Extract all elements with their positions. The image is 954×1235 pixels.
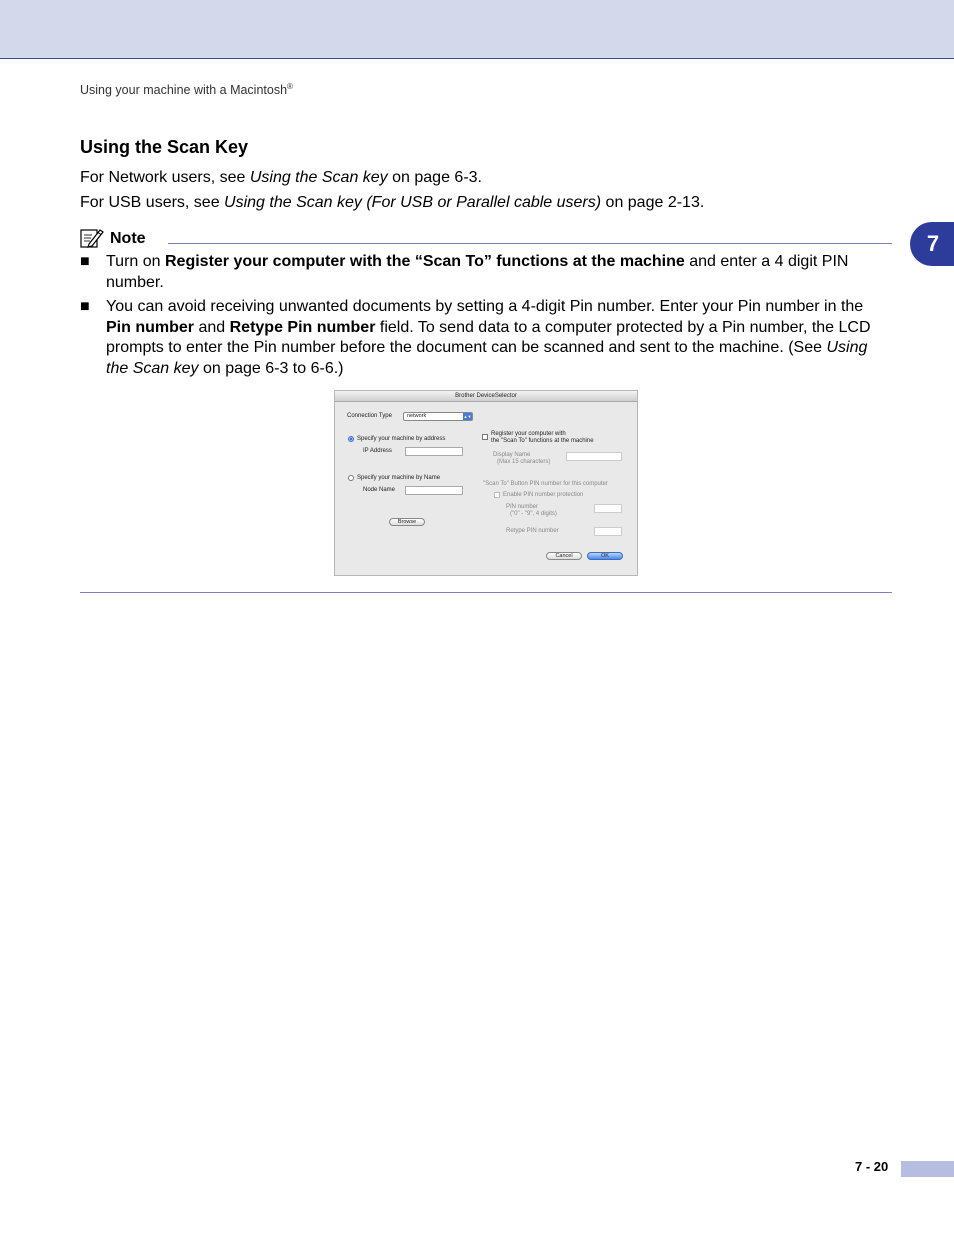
note-label: Note	[110, 230, 146, 247]
dialog-title: Brother DeviceSelector	[335, 391, 637, 402]
updown-arrow-icon: ▲▼	[463, 414, 472, 419]
chapter-tab: 7	[910, 222, 954, 266]
display-name-input[interactable]	[566, 452, 622, 461]
display-name-label: Display Name	[493, 452, 531, 458]
running-head: Using your machine with a Macintosh®	[80, 82, 293, 98]
note-divider	[168, 243, 892, 244]
note-header	[80, 227, 892, 249]
device-selector-dialog	[334, 390, 638, 576]
ip-address-input[interactable]	[405, 447, 463, 456]
enable-pin-checkbox[interactable]	[494, 492, 500, 498]
browse-button[interactable]: Browse	[389, 518, 425, 526]
pin-number-input[interactable]	[594, 504, 622, 513]
note-pencil-icon	[80, 227, 104, 249]
network-users-paragraph: For Network users, see Using the Scan key on page 6-3.	[80, 169, 482, 186]
specify-by-address-radio[interactable]	[348, 436, 354, 442]
usb-users-paragraph: For USB users, see Using the Scan key (For USB or Parallel cable users) on page 2-13.	[80, 194, 705, 211]
note-bullet-register: ■ Turn on Register your computer with the “Scan To” functions at the machine and enter a 4 digit PIN number.	[80, 253, 849, 291]
pin-heading: "Scan To" Button PIN number for this computer	[483, 481, 608, 487]
specify-by-name-radio[interactable]	[348, 475, 354, 481]
register-computer-checkbox[interactable]	[482, 434, 488, 440]
page-number-bar	[901, 1161, 954, 1177]
retype-pin-input[interactable]	[594, 527, 622, 536]
retype-pin-label: Retype PIN number	[506, 528, 559, 534]
page-number: 7 - 20	[855, 1159, 889, 1174]
bullet-square-icon: ■	[80, 253, 90, 270]
ok-button[interactable]: OK	[587, 552, 623, 560]
header-band	[0, 0, 954, 59]
bullet-square-icon: ■	[80, 298, 90, 315]
register-computer-label-1: Register your computer with	[491, 431, 566, 437]
pin-number-hint: ("0" - "9", 4 digits)	[510, 511, 557, 517]
connection-type-label: Connection Type	[347, 413, 392, 419]
display-name-hint: (Max 15 characters)	[497, 459, 551, 465]
note-bullet-pin: ■ You can avoid receiving unwanted documents by setting a 4-digit Pin number. Enter your Pin number in the Pin number and Retype Pin number field. To send data to a computer protected by a Pin number, the LCD prompts to enter the Pin number before the document can be scanned and sent to the machine. (See Using the Scan key on page 6-3 to 6-6.)	[80, 298, 871, 377]
pin-number-label: PIN number	[506, 504, 539, 510]
ip-address-label: IP Address	[363, 448, 392, 454]
connection-type-select[interactable]: network ▲▼	[403, 412, 473, 421]
specify-by-address-label: Specify your machine by address	[357, 436, 446, 442]
section-end-divider	[80, 592, 892, 593]
register-computer-label-2: the "Scan To" functions at the machine	[491, 438, 594, 444]
section-title: Using the Scan Key	[80, 137, 249, 157]
specify-by-name-label: Specify your machine by Name	[357, 475, 441, 481]
enable-pin-label: Enable PIN number protection	[503, 492, 584, 498]
cancel-button[interactable]: Cancel	[546, 552, 582, 560]
node-name-label: Node Name	[363, 487, 396, 493]
node-name-input[interactable]	[405, 486, 463, 495]
